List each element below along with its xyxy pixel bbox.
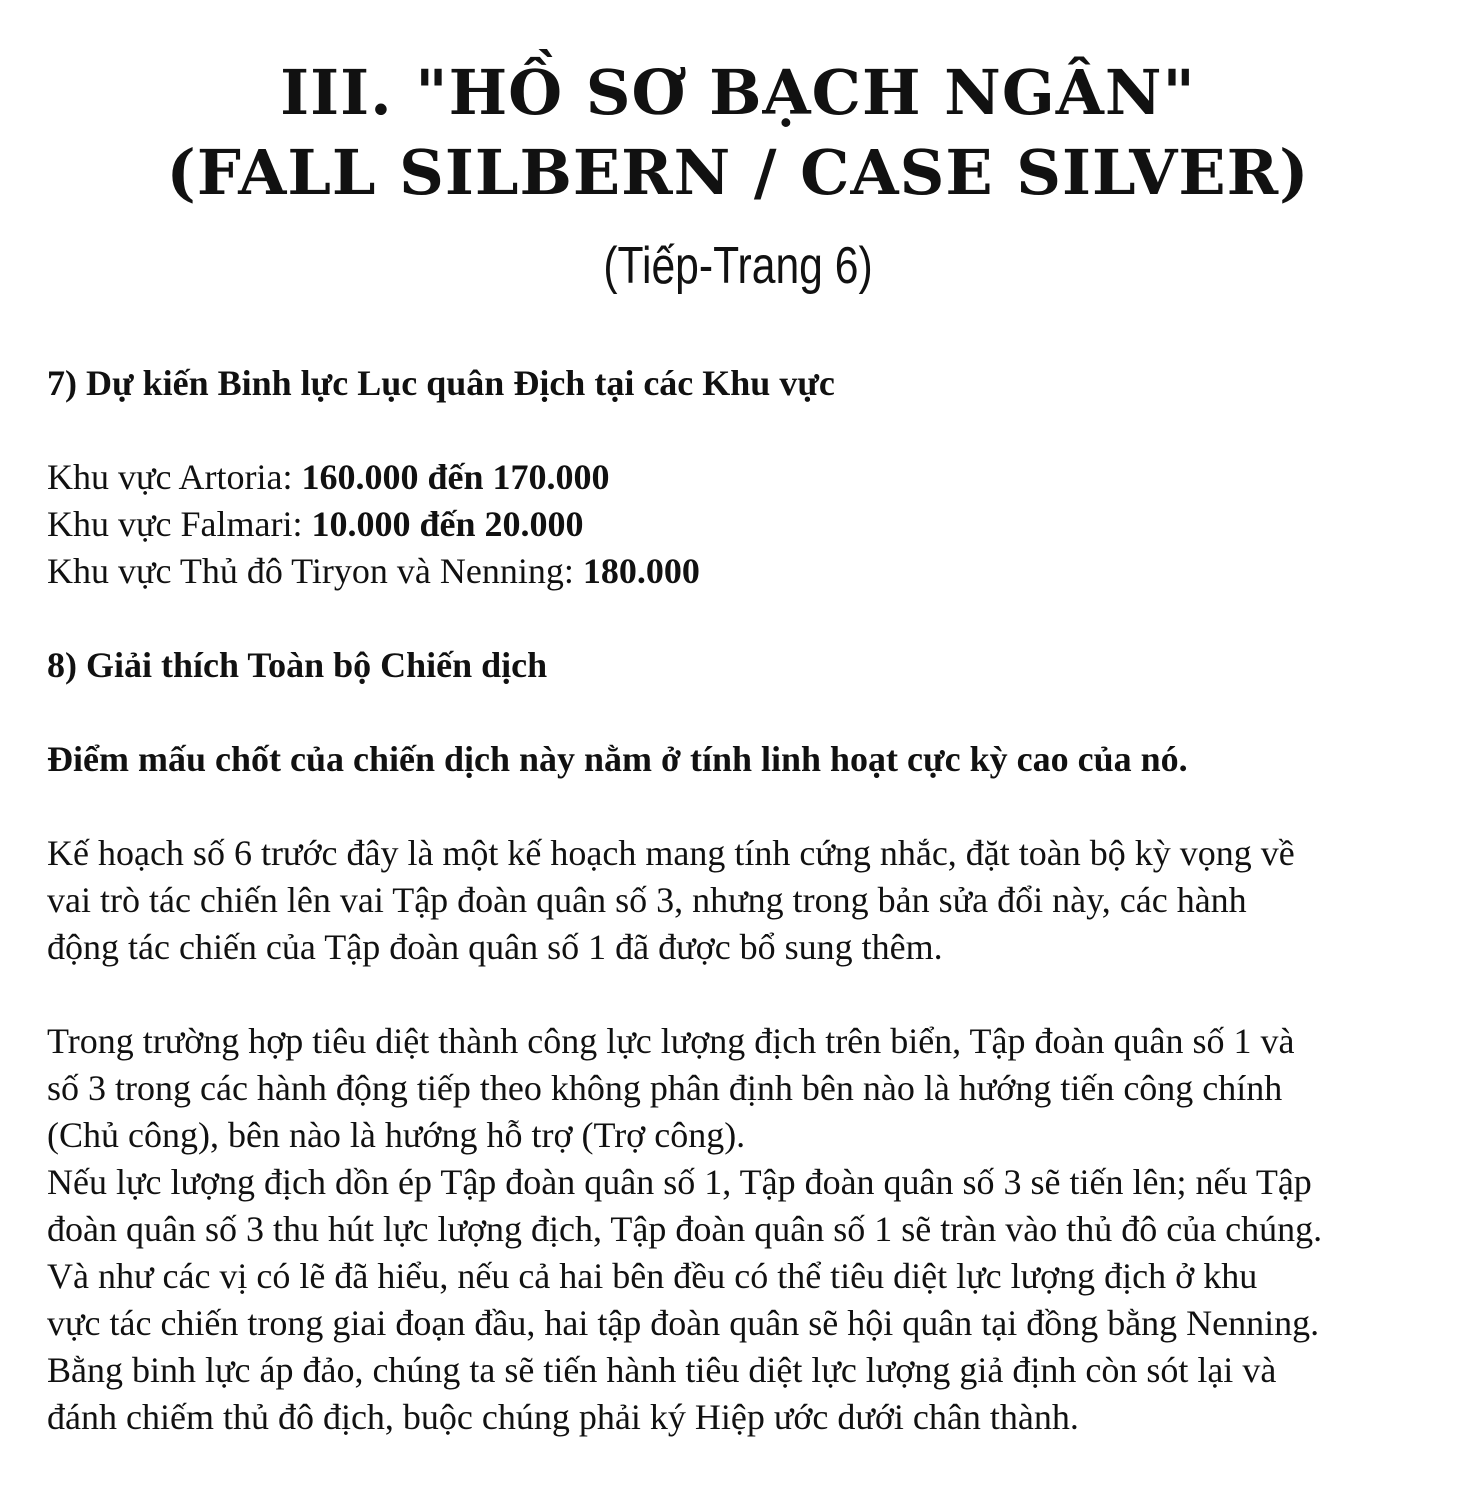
- paragraph-line: Kế hoạch số 6 trước đây là một kế hoạch mang tính cứng nhắc, đặt toàn bộ kỳ vọng về: [47, 833, 1295, 873]
- paragraph-line: (Chủ công), bên nào là hướng hỗ trợ (Trợ công).: [47, 1115, 746, 1155]
- force-row-falmari: [47, 501, 1447, 548]
- document-body: [47, 360, 1447, 1441]
- force-row-label: Khu vực Thủ đô Tiryon và Nenning:: [47, 551, 583, 591]
- force-row-value: 180.000: [582, 551, 700, 591]
- paragraph-line: Và như các vị có lẽ đã hiểu, nếu cả hai bên đều có thể tiêu diệt lực lượng địch ở khu: [47, 1256, 1258, 1296]
- force-row-artoria: [47, 454, 1447, 501]
- spacer: [47, 971, 1447, 1018]
- paragraph-line: Bằng binh lực áp đảo, chúng ta sẽ tiến hành tiêu diệt lực lượng giả định còn sót lại và: [47, 1350, 1277, 1390]
- paragraph-line: vai trò tác chiến lên vai Tập đoàn quân số 3, nhưng trong bản sửa đổi này, các hành: [47, 880, 1247, 920]
- force-row-capital: [47, 548, 1447, 595]
- force-row-value: 10.000 đến 20.000: [311, 504, 584, 544]
- force-row-label: Khu vực Artoria:: [47, 457, 302, 497]
- spacer: [47, 689, 1447, 736]
- force-row-label: Khu vực Falmari:: [47, 504, 312, 544]
- section-8-heading: 8) Giải thích Toàn bộ Chiến dịch: [47, 645, 548, 685]
- section-8-lead: Điểm mấu chốt của chiến dịch này nằm ở tính linh hoạt cực kỳ cao của nó.: [47, 739, 1188, 779]
- paragraph-line: Trong trường hợp tiêu diệt thành công lực lượng địch trên biển, Tập đoàn quân số 1 và: [47, 1021, 1295, 1061]
- section-7-heading: 7) Dự kiến Binh lực Lục quân Địch tại các Khu vực: [47, 363, 835, 403]
- document-subtitle: (Tiếp-Trang 6): [603, 237, 873, 295]
- cut-off-text-line: [47, 1492, 1447, 1500]
- force-row-value: 160.000 đến 170.000: [301, 457, 610, 497]
- document-title-line-1: III. "HỒ SƠ BẠCH NGÂN": [280, 56, 1196, 129]
- paragraph-line: vực tác chiến trong giai đoạn đầu, hai tập đoàn quân sẽ hội quân tại đồng bằng Nenning.: [47, 1303, 1320, 1343]
- spacer: [47, 783, 1447, 830]
- paragraph-line: đánh chiếm thủ đô địch, buộc chúng phải ký Hiệp ước dưới chân thành.: [47, 1397, 1079, 1437]
- paragraph-line: đoàn quân số 3 thu hút lực lượng địch, Tập đoàn quân số 1 sẽ tràn vào thủ đô của chúng.: [47, 1209, 1323, 1249]
- paragraph-line: số 3 trong các hành động tiếp theo không phân định bên nào là hướng tiến công chính: [47, 1068, 1283, 1108]
- paragraph-line: Nếu lực lượng địch dồn ép Tập đoàn quân số 1, Tập đoàn quân số 3 sẽ tiến lên; nếu Tập: [47, 1162, 1312, 1202]
- spacer: [47, 407, 1447, 454]
- spacer: [47, 595, 1447, 642]
- document-title-line-2: (FALL SILBERN / CASE SILVER): [166, 136, 1310, 209]
- paragraph-line: động tác chiến của Tập đoàn quân số 1 đã được bổ sung thêm.: [47, 927, 943, 967]
